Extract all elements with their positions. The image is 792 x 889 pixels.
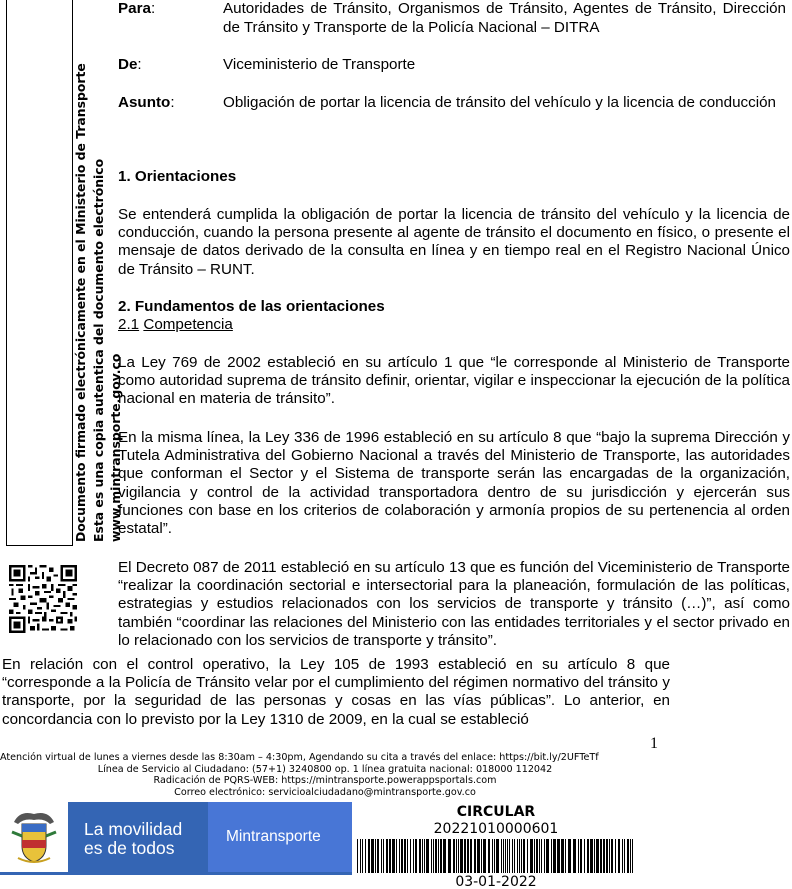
barcode-bar [557, 839, 560, 873]
barcode-bar [396, 839, 397, 873]
barcode-bar [460, 839, 463, 873]
barcode-bar [527, 839, 528, 873]
barcode-bar [534, 839, 535, 873]
footer-line-attention: Atención virtual de lunes a viernes desde las 8:30am – 4:30pm, Agendando su cita a través del enlace: https://bit.ly/2UFTeTf [0, 752, 599, 763]
barcode-bar [481, 839, 482, 873]
barcode-bar [512, 839, 513, 873]
para-label: Para [118, 0, 151, 17]
barcode-bar [507, 839, 508, 873]
barcode-bar [365, 839, 366, 873]
barcode-bar [519, 839, 520, 873]
circular-date: 03-01-2022 [455, 874, 537, 889]
barcode-bar [381, 839, 382, 873]
section-1-paragraph: Se entenderá cumplida la obligación de portar la licencia de tránsito del vehículo y la licencia de conducción, cuando la persona presente al agente de tránsito el documento en físico, o presente el mensaje de datos derivado de la consulta en línea y en tiempo real en el Registro Nacional Único de Tránsito – RUNT. [118, 206, 790, 278]
barcode-bar [470, 839, 472, 873]
barcode-bar [494, 839, 495, 873]
barcode-bar [523, 839, 525, 873]
ministry-logo-banner [0, 802, 352, 872]
barcode-bar [627, 839, 629, 873]
qr-code [9, 565, 77, 633]
barcode-bar [424, 839, 425, 873]
barcode-bar [611, 839, 613, 873]
barcode-bar [448, 839, 451, 873]
barcode-bar [544, 839, 545, 873]
barcode-bar [536, 839, 538, 873]
barcode-bar [630, 839, 631, 873]
de-row: De: Viceministerio de Transporte [118, 56, 786, 76]
barcode-bar [501, 839, 502, 873]
barcode-bar [383, 839, 384, 873]
barcode-bar [590, 839, 593, 873]
barcode-bar [584, 839, 585, 873]
barcode-bar [573, 839, 576, 873]
barcode-bar [453, 839, 455, 873]
barcode-bar [443, 839, 446, 873]
barcode-bar [426, 839, 429, 873]
slogan-block [68, 802, 208, 872]
barcode-bar [596, 839, 599, 873]
barcode-bar [509, 839, 510, 873]
barcode-bar [399, 839, 400, 873]
circular-stamp [356, 803, 636, 889]
subsection-number: 2.1 [118, 316, 140, 333]
barcode-bar [431, 839, 432, 873]
barcode-bar [440, 839, 442, 873]
barcode-bar [632, 839, 633, 873]
barcode-bar [568, 839, 571, 873]
barcode-bar [609, 839, 610, 873]
certification-line-2: Esta es una copia autentica del documento electrónico [90, 158, 106, 542]
barcode-bar [368, 839, 370, 873]
barcode-bar [375, 839, 376, 873]
footer-contact [0, 752, 650, 798]
barcode-bar [541, 839, 542, 873]
barcode-bar [413, 839, 414, 873]
barcode-bar [551, 839, 552, 873]
barcode-bar [477, 839, 480, 873]
barcode-bar [467, 839, 469, 873]
barcode-bar [360, 839, 361, 873]
barcode-bar [407, 839, 408, 873]
barcode-bar [389, 839, 391, 873]
barcode-bar [580, 839, 582, 873]
barcode-bar [530, 839, 533, 873]
barcode-bar [622, 839, 623, 873]
barcode-bar [386, 839, 388, 873]
barcode-bar [561, 839, 564, 873]
barcode-bar [401, 839, 403, 873]
barcode-bar [615, 839, 616, 873]
section-2-heading: 2. Fundamentos de las orientaciones [118, 298, 385, 315]
barcode-bar [578, 839, 579, 873]
barcode-bar [587, 839, 589, 873]
barcode-bar [618, 839, 620, 873]
barcode-bar [517, 839, 518, 873]
barcode-bar [514, 839, 515, 873]
circular-number: 20221010000601 [433, 821, 559, 837]
barcode-bar [539, 839, 540, 873]
certification-text [72, 2, 125, 542]
de-label: De [118, 56, 138, 73]
certification-line-3: www.mintransporte.gov.co [108, 353, 123, 542]
barcode-bar [488, 839, 490, 873]
barcode-bar [377, 839, 379, 873]
paragraph-ley-336: En la misma línea, la Ley 336 de 1996 estableció en su artículo 8 que “bajo la suprema Dirección y Tutela Administrativa del Gobierno Nacional a través del Ministerio de Transporte, las autoridades que conforman el Sector y el Sistema de transporte serán las encargadas de la organización, vigilancia y control de la actividad transportadora dentro de su jurisdicción y ejercerán sus funciones con base en los criterios de colaboración y armonía propios de su pertenencia al orden estatal”. [118, 429, 790, 538]
colombia-coat-of-arms-icon [0, 802, 68, 872]
barcode-bar [505, 839, 506, 873]
barcode-bar [435, 839, 437, 873]
barcode-bar [483, 839, 486, 873]
barcode-bar [496, 839, 499, 873]
barcode-bar [357, 839, 358, 873]
de-value: Viceministerio de Transporte [223, 56, 416, 73]
barcode-bar [410, 839, 411, 873]
circular-barcode [357, 839, 635, 873]
circular-title: CIRCULAR [456, 804, 536, 820]
para-value: Autoridades de Tránsito, Organismos de Tránsito, Agentes de Tránsito, Dirección de Tránsito y Transporte de la Policía Nacional – DITRA [223, 0, 786, 36]
barcode-bar [600, 839, 602, 873]
section-1-heading: 1. Orientaciones [118, 168, 237, 185]
slogan-line-1: La movilidad [84, 819, 183, 839]
paragraph-decreto-087: El Decreto 087 de 2011 estableció en su artículo 13 que es función del Viceministerio de Transporte “realizar la coordinación sectorial e intersectorial para la planeación, formulación de las políticas, estrategias y estudios relacionados con los servicios de transporte y tránsito (…)”, así como también “coordinar las relaciones del Ministerio con las entidades territoriales y el sector privado en lo relacionado con los servicios de transporte y tránsito”. [118, 559, 790, 649]
footer-line-email: Correo electrónico: servicioalciudadano@mintransporte.gov.co [174, 786, 476, 798]
barcode-bar [521, 839, 522, 873]
footer-line-phone: Línea de Servicio al Ciudadano: (57+1) 3240800 op. 1 línea gratuita nacional: 018000 112042 [97, 763, 553, 775]
barcode-bar [371, 839, 374, 873]
slogan-line-2: es de todos [84, 838, 175, 858]
paragraph-ley-769: La Ley 769 de 2002 estableció en su artículo 1 que “le corresponde al Ministerio de Transporte como autoridad suprema de tránsito definir, orientar, vigilar e inspeccionar la ejecución de la política nacional en materia de tránsito”. [118, 354, 790, 408]
barcode-bar [422, 839, 423, 873]
barcode-bar [624, 839, 625, 873]
barcode-bar [503, 839, 504, 873]
barcode-bar [565, 839, 566, 873]
barcode-bar [594, 839, 595, 873]
barcode-bar [404, 839, 406, 873]
paragraph-ley-105: En relación con el control operativo, la Ley 105 de 1993 estableció en su artículo 8 que “corresponde a la Policía de Tránsito velar por el cumplimiento del régimen normativo del tránsito y transporte, por la seguridad de las personas y cosas en las vías públicas”. Lo anterior, en concordancia con lo previsto por la Ley 1310 de 2009, en la cual se estableció [2, 656, 670, 728]
asunto-label: Asunto [118, 94, 171, 111]
barcode-bar [492, 839, 493, 873]
asunto-value: Obligación de portar la licencia de tránsito del vehículo y la licencia de conducción [223, 94, 776, 111]
barcode-bar [419, 839, 421, 873]
barcode-bar [362, 839, 363, 873]
barcode-bar [603, 839, 605, 873]
asunto-row: Asunto: Obligación de portar la licencia de tránsito del vehículo y la licencia de conducción [118, 94, 786, 132]
barcode-bar [458, 839, 459, 873]
barcode-bar [438, 839, 439, 873]
para-row: Para: Autoridades de Tránsito, Organismos de Tránsito, Agentes de Tránsito, Dirección de Tránsito y Transporte de la Policía Nacional – DITRA [118, 0, 786, 36]
barcode-bar [546, 839, 549, 873]
barcode-bar [392, 839, 395, 873]
footer-line-pqrs: Radicación de PQRS-WEB: https://mintransporte.powerappsportals.com [153, 775, 497, 787]
certification-line-1: Documento firmado electrónicamente en el Ministerio de Transporte [73, 63, 88, 542]
barcode-bar [474, 839, 476, 873]
barcode-bar [415, 839, 417, 873]
brand-block [208, 802, 352, 872]
logo-underline [0, 872, 352, 875]
brand-name: Mintransporte [226, 828, 321, 845]
barcode-bar [606, 839, 608, 873]
subsection-name: Competencia [143, 316, 233, 333]
certification-box [6, 0, 73, 546]
subsection-title [118, 316, 790, 334]
barcode-bar [456, 839, 457, 873]
barcode-bar [433, 839, 434, 873]
barcode-bar [464, 839, 466, 873]
barcode-bar [553, 839, 556, 873]
page-number: 1 [650, 735, 658, 752]
